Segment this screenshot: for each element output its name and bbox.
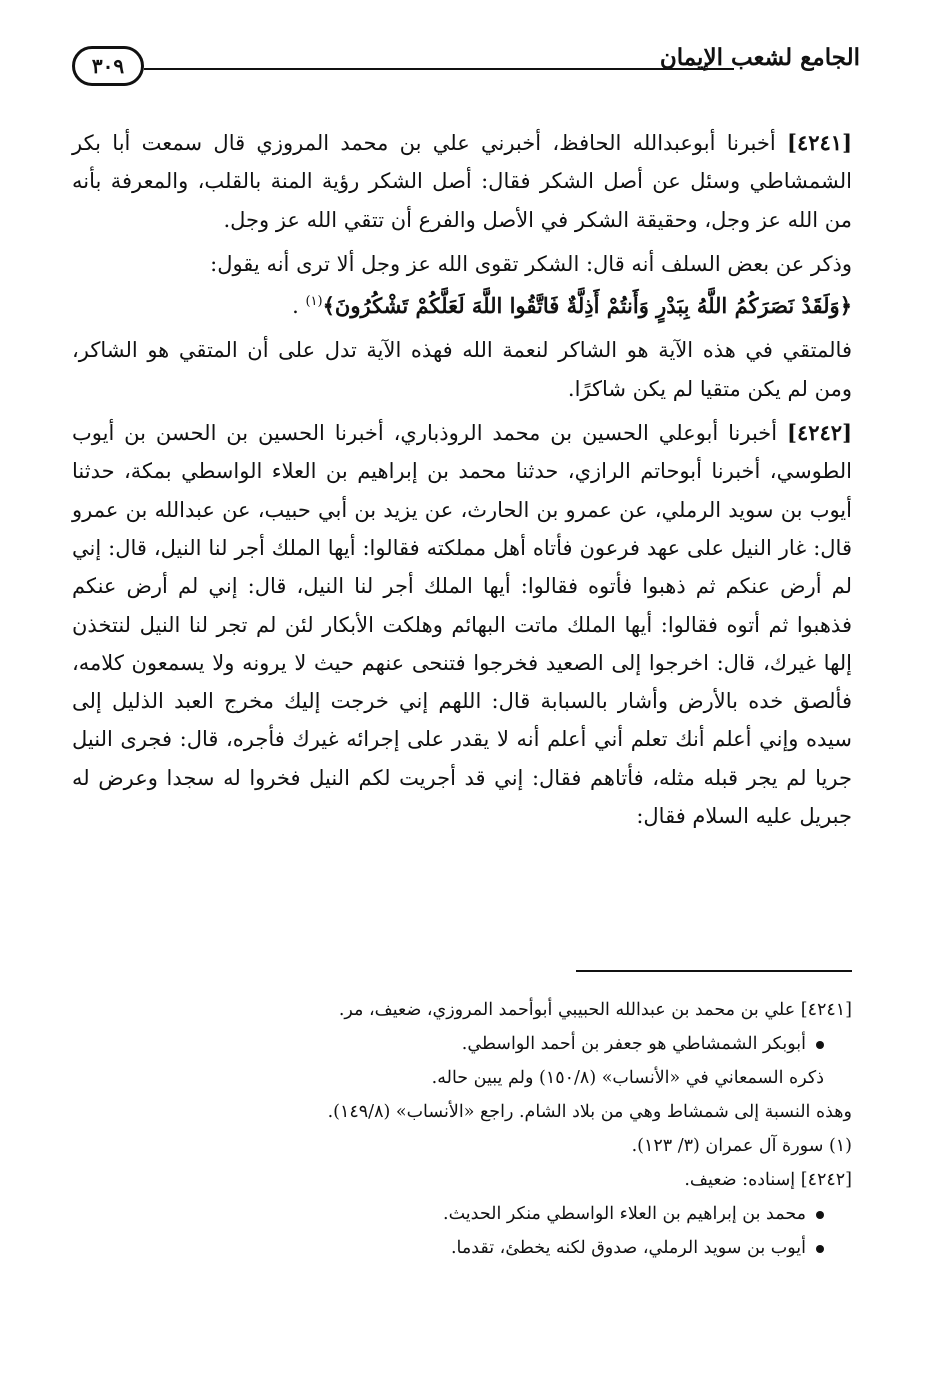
paragraph-end: . — [292, 294, 306, 319]
bullet-icon — [816, 1245, 824, 1253]
footnote-bullet-line: أيوب بن سويد الرملي، صدوق لكنه يخطئ، تقدما. — [72, 1231, 852, 1265]
footnote-line: ذكره السمعاني في «الأنساب» (١٥٠/٨) ولم يبين حاله. — [431, 1068, 824, 1088]
footnote-line: [٤٢٤٢] إسناده: ضعيف. — [684, 1170, 852, 1190]
footnote-line: وهذه النسبة إلى شمشاط وهي من بلاد الشام. راجع «الأنساب» (١٤٩/٨). — [327, 1102, 852, 1122]
footnote-line: (١) سورة آل عمران (٣/ ١٢٣). — [631, 1136, 852, 1156]
footnote-bullet-line: أبوبكر الشمشاطي هو جعفر بن أحمد الواسطي. — [72, 1027, 852, 1061]
hadith-number: [٤٢٤١] — [787, 130, 852, 155]
page-header — [72, 40, 860, 104]
page-number: ٣٠٩ — [91, 54, 125, 78]
hadith-4242 — [72, 414, 852, 835]
bullet-icon — [816, 1211, 824, 1219]
footnote-ref[interactable]: (١) — [305, 294, 323, 310]
paragraph-text: فالمتقي في هذه الآية هو الشاكر لنعمة الله فهذه الآية تدل على أن المتقي هو الشاكر، ومن لم يكن متقيا لم يكن شاكرًا. — [72, 338, 852, 401]
book-title: الجامع لشعب الإيمان — [659, 44, 860, 71]
hadith-text: أخبرنا أبوعلي الحسين بن محمد الروذباري، أخبرنا الحسين بن الحسن بن أيوب الطوسي، أخبرنا أبوحاتم الرازي، حدثنا محمد بن إبراهيم بن العلاء الواسطي بمكة، حدثنا أيوب بن سويد الرملي، عن عمرو بن الحارث، عن يزيد بن أبي حبيب، عن عبدالله بن عمرو قال: غار النيل على عهد فرعون فأتاه أهل مملكته فقالوا: أيها الملك أجر لنا النيل، قال: إني لم أرض عنكم ثم ذهبوا فأتوه فقالوا: أيها الملك أجر لنا النيل، قال: إني لم أرض عنكم فذهبوا ثم أتوه فقالوا: أيها الملك ماتت البهائم وهلكت الأبكار لئن لم تجر لنا النيل لنتخذن إلها غيرك، قال: اخرجوا إلى الصعيد فخرجوا فتنحى عنهم حيث لا يرونه ولا يسمعون كلامه، فألصق خده بالأرض وأشار بالسبابة قال: اللهم إني خرجت إليك مخرج العبد الذليل إلى سيده وإني أعلم أنك تعلم أني أعلم أنه لا يقدر على إجرائه غيرك فأجره، قال: فجرى النيل جريا لم يجر قبله مثله، فأتاهم فقال: إني قد أجريت لكم النيل فخروا له سجدا وعرض له جبريل عليه السلام فقال: — [72, 421, 852, 829]
footnote-line: [٤٢٤١] علي بن محمد بن عبدالله الحبيبي أبوأحمد المروزي، ضعيف، مر. — [338, 1000, 852, 1020]
main-text — [72, 124, 852, 835]
commentary-paragraph — [72, 331, 852, 408]
quran-verse: ﴿وَلَقَدْ نَصَرَكُمُ اللَّهُ بِبَدْرٍ وَأَنتُمْ أَذِلَّةٌ فَاتَّقُوا اللَّهَ لَعَلَّكُمْ تَشْكُرُونَ﴾ — [322, 293, 852, 319]
footnote-bullet-line: محمد بن إبراهيم بن العلاء الواسطي منكر الحديث. — [72, 1197, 852, 1231]
footnote-separator — [576, 970, 852, 972]
hadith-number: [٤٢٤٢] — [787, 420, 852, 446]
hadith-4241 — [72, 124, 852, 239]
paragraph-text: وذكر عن بعض السلف أنه قال: الشكر تقوى الله عز وجل ألا ترى أنه يقول: — [210, 251, 852, 276]
salaf-quote-paragraph — [72, 245, 852, 326]
footnotes — [72, 993, 852, 1265]
page-number-badge — [72, 46, 144, 86]
bullet-icon — [816, 1041, 824, 1049]
header-rule — [144, 68, 734, 70]
hadith-text: أخبرنا أبوعبدالله الحافظ، أخبرني علي بن محمد المروزي قال سمعت أبا بكر الشمشاطي وسئل عن أصل الشكر فقال: أصل الشكر رؤية المنة بالقلب، والمعرفة بأنه من الله عز وجل، وحقيقة الشكر في الأصل والفرع أن تتقي الله عز وجل. — [72, 131, 852, 232]
